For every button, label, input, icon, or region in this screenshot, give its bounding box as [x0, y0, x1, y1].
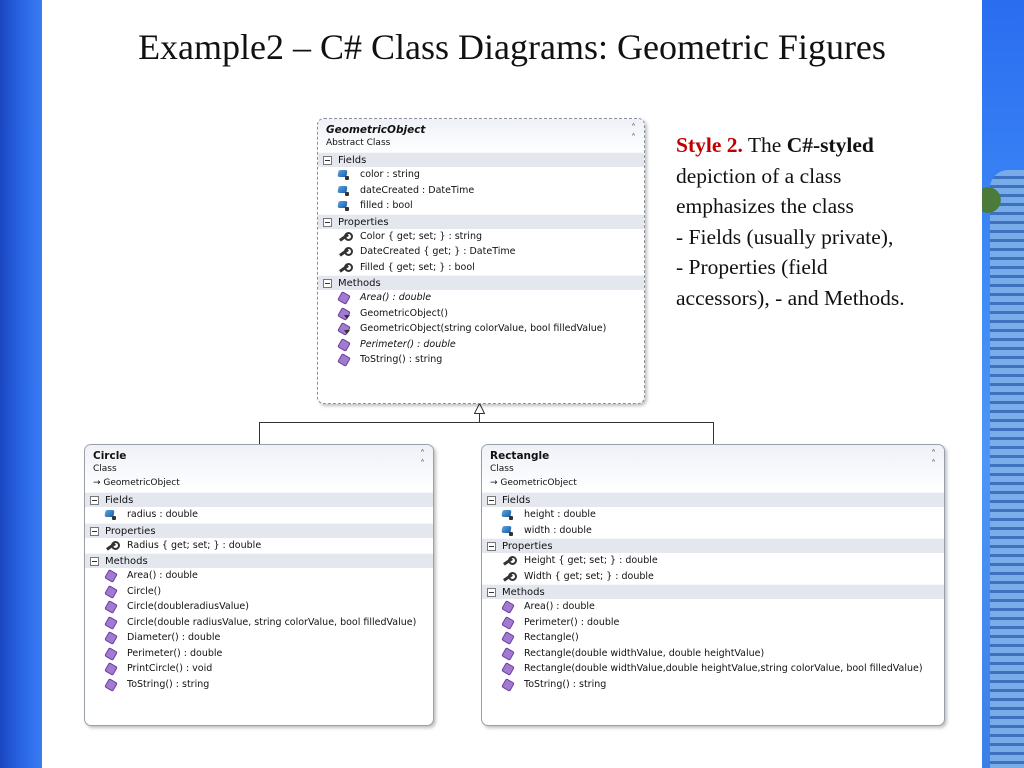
member-text: Perimeter() : double [524, 616, 620, 628]
section-label: Properties [338, 216, 389, 228]
section-label: Fields [502, 495, 531, 506]
section-label: Methods [502, 587, 545, 598]
field-member[interactable] [318, 198, 644, 214]
member-text: Perimeter() : double [360, 338, 456, 350]
member-text: Width { get; set; } : double [524, 570, 654, 582]
member-text: Filled { get; set; } : bool [360, 261, 475, 273]
collapse-section-icon[interactable] [323, 218, 332, 227]
collapse-chevron-icon[interactable]: ˄ ˄ [420, 449, 425, 470]
wrench-property-icon [502, 572, 514, 582]
method-member[interactable] [482, 615, 944, 631]
section-label: Methods [338, 278, 381, 289]
member-text: Diameter() : double [127, 632, 221, 643]
class-header [318, 119, 644, 152]
section-properties[interactable] [85, 523, 433, 538]
member-text: Radius { get; set; } : double [127, 539, 262, 551]
method-cube-icon [338, 309, 350, 319]
method-cube-icon [338, 340, 350, 350]
method-member[interactable] [318, 321, 644, 337]
method-member[interactable] [85, 646, 433, 662]
collapse-section-icon[interactable] [323, 156, 332, 165]
section-label: Properties [502, 541, 553, 552]
note-line-4: - Fields (usually private), [676, 224, 894, 249]
member-text: Area() : double [524, 601, 595, 612]
method-member[interactable] [482, 630, 944, 646]
method-cube-icon [105, 664, 117, 674]
note-line-5: - Properties (field [676, 255, 828, 279]
member-text: Circle(doubleradiusValue) [127, 601, 249, 612]
class-kind: Class [93, 464, 117, 474]
field-icon [338, 170, 350, 180]
section-label: Properties [105, 525, 156, 537]
section-fields[interactable] [318, 152, 644, 167]
method-member[interactable] [482, 661, 944, 677]
member-text: Circle() [127, 585, 162, 597]
explanation-note [676, 130, 976, 313]
member-text: ToString() : string [524, 678, 607, 690]
section-methods[interactable] [482, 584, 944, 599]
member-text: Area() : double [360, 292, 432, 303]
method-member[interactable] [85, 568, 433, 584]
note-line-3: emphasizes the class [676, 194, 854, 218]
member-text: PrintCircle() : void [127, 663, 213, 674]
prop-member[interactable] [482, 553, 944, 569]
method-cube-icon [105, 633, 117, 643]
method-cube-icon [502, 602, 514, 612]
note-style-label: Style 2. [676, 133, 743, 157]
method-member[interactable] [318, 352, 644, 368]
collapse-section-icon[interactable] [487, 496, 496, 505]
slide-title: Example2 – C# Class Diagrams: Geometric Figures [138, 27, 886, 67]
class-box-rectangle[interactable] [481, 444, 945, 726]
collapse-section-icon[interactable] [90, 557, 99, 566]
method-member[interactable] [482, 677, 944, 693]
right-background-band [982, 0, 1024, 768]
method-cube-icon [105, 680, 117, 690]
class-box-geometricobject[interactable] [317, 118, 645, 404]
member-text: GeometricObject(string colorValue, bool filledValue) [360, 323, 607, 334]
method-member[interactable] [482, 599, 944, 615]
method-member[interactable] [85, 630, 433, 646]
section-label: Fields [105, 495, 134, 506]
connector-to-rectangle [713, 422, 714, 444]
slide-canvas [42, 0, 982, 768]
field-icon [338, 186, 350, 196]
section-fields[interactable] [85, 492, 433, 507]
method-cube-icon [338, 355, 350, 365]
field-icon [502, 510, 514, 520]
base-class: → GeometricObject [93, 478, 180, 488]
section-properties[interactable] [482, 538, 944, 553]
field-member[interactable] [85, 507, 433, 523]
member-text: filled : bool [360, 200, 413, 211]
note-line-2: depiction of a class [676, 163, 842, 188]
wrench-property-icon [338, 263, 350, 273]
member-text: Height { get; set; } : double [524, 555, 658, 566]
field-member[interactable] [482, 523, 944, 539]
inheritance-arrowhead-icon [474, 403, 485, 414]
collapse-chevron-icon[interactable]: ˄ ˄ [931, 449, 936, 470]
palm-image [982, 180, 1012, 220]
method-cube-icon [105, 618, 117, 628]
class-name: GeometricObject [326, 124, 426, 136]
note-text-1: The [742, 133, 787, 157]
method-member[interactable] [318, 306, 644, 322]
method-member[interactable] [85, 599, 433, 615]
class-header [85, 445, 433, 492]
wrench-property-icon [502, 556, 514, 566]
prop-member[interactable] [318, 244, 644, 260]
building-image [990, 170, 1024, 768]
member-text: height : double [524, 509, 596, 520]
collapse-chevron-icon[interactable]: ˄ ˄ [631, 123, 636, 144]
member-text: width : double [524, 524, 592, 536]
note-line-1 [676, 130, 976, 161]
note-line-6: accessors), - and Methods. [676, 285, 905, 310]
section-label: Methods [105, 556, 148, 567]
member-text: ToString() : string [127, 678, 210, 690]
section-methods[interactable] [85, 553, 433, 568]
connector-to-circle [259, 422, 260, 444]
method-member[interactable] [85, 584, 433, 600]
class-header [482, 445, 944, 492]
wrench-property-icon [105, 541, 117, 551]
collapse-section-icon[interactable] [90, 527, 99, 536]
method-cube-icon [502, 633, 514, 643]
method-member[interactable] [85, 615, 433, 631]
class-kind: Class [490, 464, 514, 474]
method-member[interactable] [85, 677, 433, 693]
method-cube-icon [502, 649, 514, 659]
class-kind: Abstract Class [326, 138, 391, 148]
wrench-property-icon [338, 232, 350, 242]
method-cube-icon [338, 324, 350, 334]
collapse-section-icon[interactable] [90, 496, 99, 505]
member-text: color : string [360, 169, 420, 180]
note-bold-term: C#-styled [786, 133, 874, 157]
member-text: Perimeter() : double [127, 647, 223, 659]
wrench-property-icon [338, 247, 350, 257]
member-text: Circle(double radiusValue, string colorValue, bool filledValue) [127, 616, 417, 628]
collapse-section-icon[interactable] [487, 588, 496, 597]
section-label: Fields [338, 155, 367, 166]
method-cube-icon [105, 602, 117, 612]
method-member[interactable] [318, 337, 644, 353]
method-cube-icon [502, 664, 514, 674]
member-text: Rectangle(double widthValue, double heightValue) [524, 647, 765, 659]
field-member[interactable] [482, 507, 944, 523]
member-text: dateCreated : DateTime [360, 184, 475, 196]
method-cube-icon [105, 587, 117, 597]
section-properties[interactable] [318, 214, 644, 229]
connector-horizontal [259, 422, 714, 423]
class-box-circle[interactable] [84, 444, 434, 726]
method-cube-icon [105, 649, 117, 659]
method-member[interactable] [85, 661, 433, 677]
field-icon [502, 526, 514, 536]
member-text: GeometricObject() [360, 307, 448, 319]
method-member[interactable] [318, 290, 644, 306]
member-text: Rectangle() [524, 632, 579, 643]
class-name: Rectangle [490, 450, 550, 462]
class-name: Circle [93, 450, 127, 462]
member-text: ToString() : string [360, 354, 443, 365]
field-icon [105, 510, 117, 520]
base-class: → GeometricObject [490, 478, 577, 488]
member-text: Rectangle(double widthValue,double heightValue,string colorValue, bool filledValue) [524, 663, 923, 674]
collapse-section-icon[interactable] [323, 279, 332, 288]
method-member[interactable] [482, 646, 944, 662]
left-background-band [0, 0, 42, 768]
field-member[interactable] [318, 167, 644, 183]
field-member[interactable] [318, 183, 644, 199]
method-cube-icon [502, 680, 514, 690]
base-class-name: GeometricObject [103, 478, 180, 488]
method-cube-icon [105, 571, 117, 581]
method-cube-icon [338, 293, 350, 303]
base-class-name: GeometricObject [500, 478, 577, 488]
prop-member[interactable] [318, 229, 644, 245]
method-cube-icon [502, 618, 514, 628]
prop-member[interactable] [482, 569, 944, 585]
member-text: Area() : double [127, 570, 198, 581]
section-methods[interactable] [318, 275, 644, 290]
member-text: DateCreated { get; } : DateTime [360, 246, 516, 257]
prop-member[interactable] [85, 538, 433, 554]
prop-member[interactable] [318, 260, 644, 276]
section-fields[interactable] [482, 492, 944, 507]
member-text: radius : double [127, 509, 198, 520]
member-text: Color { get; set; } : string [360, 230, 483, 242]
field-icon [338, 201, 350, 211]
collapse-section-icon[interactable] [487, 542, 496, 551]
